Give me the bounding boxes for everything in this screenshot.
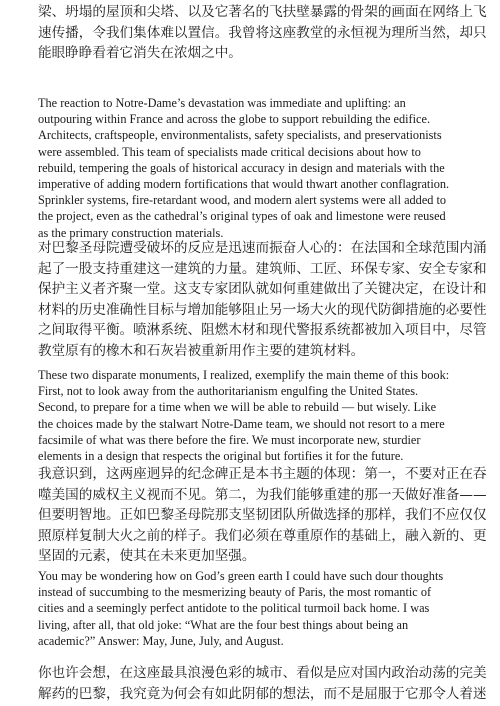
text-line: facsimile of what was there before the fire. We must incorporate new, sturdier xyxy=(38,432,421,447)
text-line: 教堂原有的橡木和石灰岩被重新用作主要的建筑材料。 xyxy=(38,342,365,359)
text-line: 对巴黎圣母院遭受破坏的反应是迅速而振奋人心的：在法国和全球范围内涌 xyxy=(38,240,487,256)
paragraph-en-3 xyxy=(38,568,474,649)
text-line: living, after all, that old joke: “What are the four best things about being an xyxy=(38,617,409,632)
text-line: 坚固的元素，使其在未来更加坚强。 xyxy=(38,548,256,564)
text-line: the project, even as the cathedral’s original types of oak and limestone were reused xyxy=(38,209,446,224)
text-line: Second, to prepare for a time when we will be able to rebuild — but wisely. Like xyxy=(38,400,437,415)
text-line: Sprinkler systems, fire-retardant wood, and modern alert systems were all added to xyxy=(38,193,447,208)
text-line: These two disparate monuments, I realized, exemplify the main theme of this book: xyxy=(38,368,450,382)
paragraph-zh-4 xyxy=(38,663,487,704)
text-line: instead of succumbing to the mesmerizing beauty of Paris, the most romantic of xyxy=(38,585,432,600)
text-line: were assembled. This team of specialists made critical decisions about how to xyxy=(38,144,421,159)
text-line: 噬美国的威权主义视而不见。第二，为我们能够重建的那一天做好准备—— xyxy=(38,486,487,503)
paragraph-zh-3 xyxy=(38,464,487,567)
text-line: 材料的历史准确性目标与增加能够阻止另一场大火的现代防御措施的必要性 xyxy=(38,301,487,318)
text-line: The reaction to Notre-Dame’s devastation was immediate and uplifting: an xyxy=(38,96,406,110)
text-line: rebuild, tempering the goals of historical accuracy in design and materials with the xyxy=(38,160,445,175)
text-line: academic?” Answer: May, June, July, and August. xyxy=(38,633,284,648)
paragraph-zh-2 xyxy=(38,238,487,361)
text-line: 照原样复制大火之前的样子。我们必须在尊重原作的基础上，融入新的、更 xyxy=(38,527,487,544)
text-line: imperative of adding modern fortifications that would thwart another conflagration. xyxy=(38,177,450,192)
text-line: 我意识到，这两座迥异的纪念碑正是本书主题的体现：第一，不要对正在吞 xyxy=(38,466,487,482)
paragraph-en-2 xyxy=(38,367,474,464)
text-line: First, not to look away from the authoritarianism engulfing the United States. xyxy=(38,384,419,399)
text-line: outpouring within France and across the globe to support rebuilding the edifice. xyxy=(38,112,431,127)
text-line: Architects, craftspeople, environmentalists, safety specialists, and preservationists xyxy=(38,128,442,143)
text-line: 梁、坍塌的屋顶和尖塔、以及它著名的飞扶壁暴露的骨架的画面在网络上飞 xyxy=(38,4,487,20)
text-line: 保护主义者齐聚一堂。这支专家团队就如何重建做出了关键决定，在设计和 xyxy=(38,281,487,297)
text-line: as the primary construction materials. xyxy=(38,225,224,240)
text-line: 你也许会想，在这座最具浪漫色彩的城市、看似是应对国内政治动荡的完美 xyxy=(38,665,487,681)
text-line: 能眼睁睁看着它消失在浓烟之中。 xyxy=(38,45,242,61)
text-line: You may be wondering how on God’s green earth I could have such dour thoughts xyxy=(38,569,444,583)
text-line: 起了一股支持重建这一建筑的力量。建筑师、工匠、环保专家、安全专家和 xyxy=(38,260,487,277)
paragraph-en-1 xyxy=(38,95,474,241)
paragraph-zh-1 xyxy=(38,2,487,64)
text-line: 速传播，令我们集体难以置信。我曾将这座教堂的永恒视为理所当然，却只 xyxy=(38,24,487,41)
text-line: cities and a seemingly perfect antidote to the political turmoil back home. I was xyxy=(38,601,430,616)
text-line: elements in a design that respects the original but fortifies it for the future. xyxy=(38,449,404,464)
text-line: the choices made by the stalwart Notre-Dame team, we should not resort to a mere xyxy=(38,416,445,431)
text-line: 但要明智地。正如巴黎圣母院那支坚韧团队所做选择的那样，我们不应仅仅 xyxy=(38,507,487,523)
text-line: 解药的巴黎，我究竟为何会有如此阴郁的想法，而不是屈服于它那令人着迷 xyxy=(38,685,487,702)
text-line: 之间取得平衡。喷淋系统、阻燃木材和现代警报系统都被加入项目中，尽管 xyxy=(38,322,487,338)
